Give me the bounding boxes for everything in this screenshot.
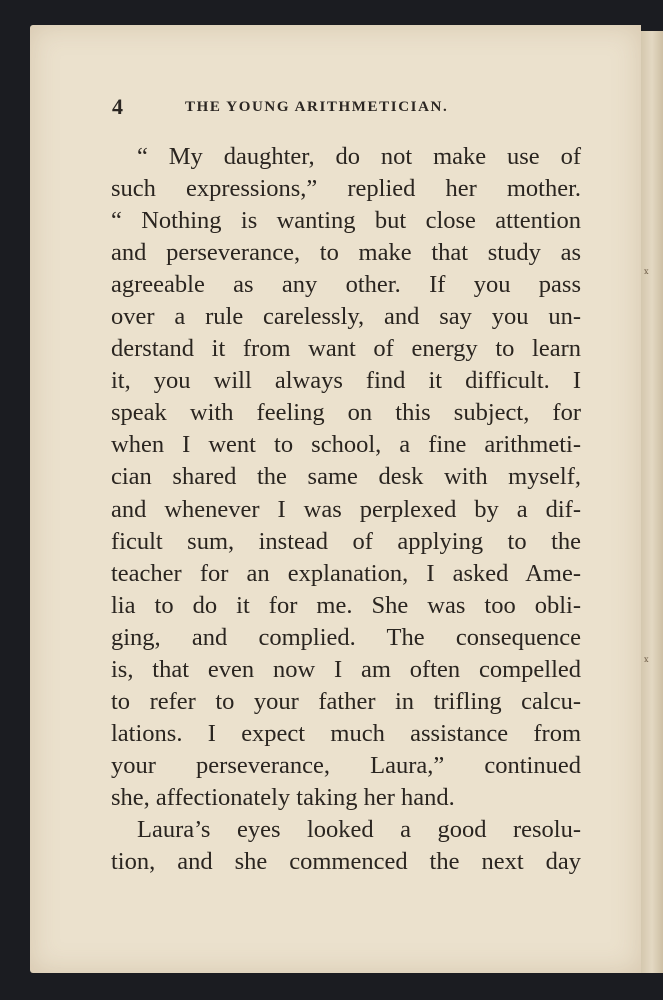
margin-mark: x	[644, 655, 649, 664]
text-line: ficult sum, instead of applying to the	[111, 527, 581, 555]
text-line: cian shared the same desk with myself,	[111, 463, 581, 491]
text-line: such expressions,” replied her mother.	[111, 175, 581, 203]
text-line: when I went to school, a fine arithmeti-	[111, 431, 581, 459]
text-line: is, that even now I am often compelled	[111, 655, 581, 683]
text-line: ging, and complied. The consequence	[111, 623, 581, 651]
text-line: tion, and she commenced the next day	[111, 848, 581, 876]
text-line: derstand it from want of energy to learn	[111, 335, 581, 363]
text-line: speak with feeling on this subject, for	[111, 399, 581, 427]
body-text	[111, 141, 581, 878]
margin-mark: x	[644, 267, 649, 276]
text-line: Laura’s eyes looked a good resolu-	[137, 815, 581, 843]
text-line: your perseverance, Laura,” continued	[111, 751, 581, 779]
text-line: she, affectionately taking her hand.	[111, 783, 455, 811]
text-line: agreeable as any other. If you pass	[111, 271, 581, 299]
running-head	[112, 94, 582, 120]
text-line: “ My daughter, do not make use of	[137, 143, 581, 170]
text-line: to refer to your father in trifling calcu-	[111, 687, 581, 715]
running-title: THE YOUNG ARITHMETICIAN.	[185, 99, 449, 115]
text-line: over a rule carelessly, and say you un-	[111, 303, 581, 331]
text-line: lations. I expect much assistance from	[111, 719, 581, 747]
adjacent-page-edge	[641, 31, 663, 973]
text-line: lia to do it for me. She was too obli-	[111, 591, 581, 619]
text-line: and whenever I was perplexed by a dif-	[111, 495, 581, 523]
text-line: it, you will always find it difficult. I	[111, 367, 581, 395]
text-line: “ Nothing is wanting but close attention	[111, 207, 581, 235]
text-line: and perseverance, to make that study as	[111, 239, 581, 267]
page-number: 4	[112, 94, 123, 119]
text-line: teacher for an explanation, I asked Ame-	[111, 559, 581, 587]
